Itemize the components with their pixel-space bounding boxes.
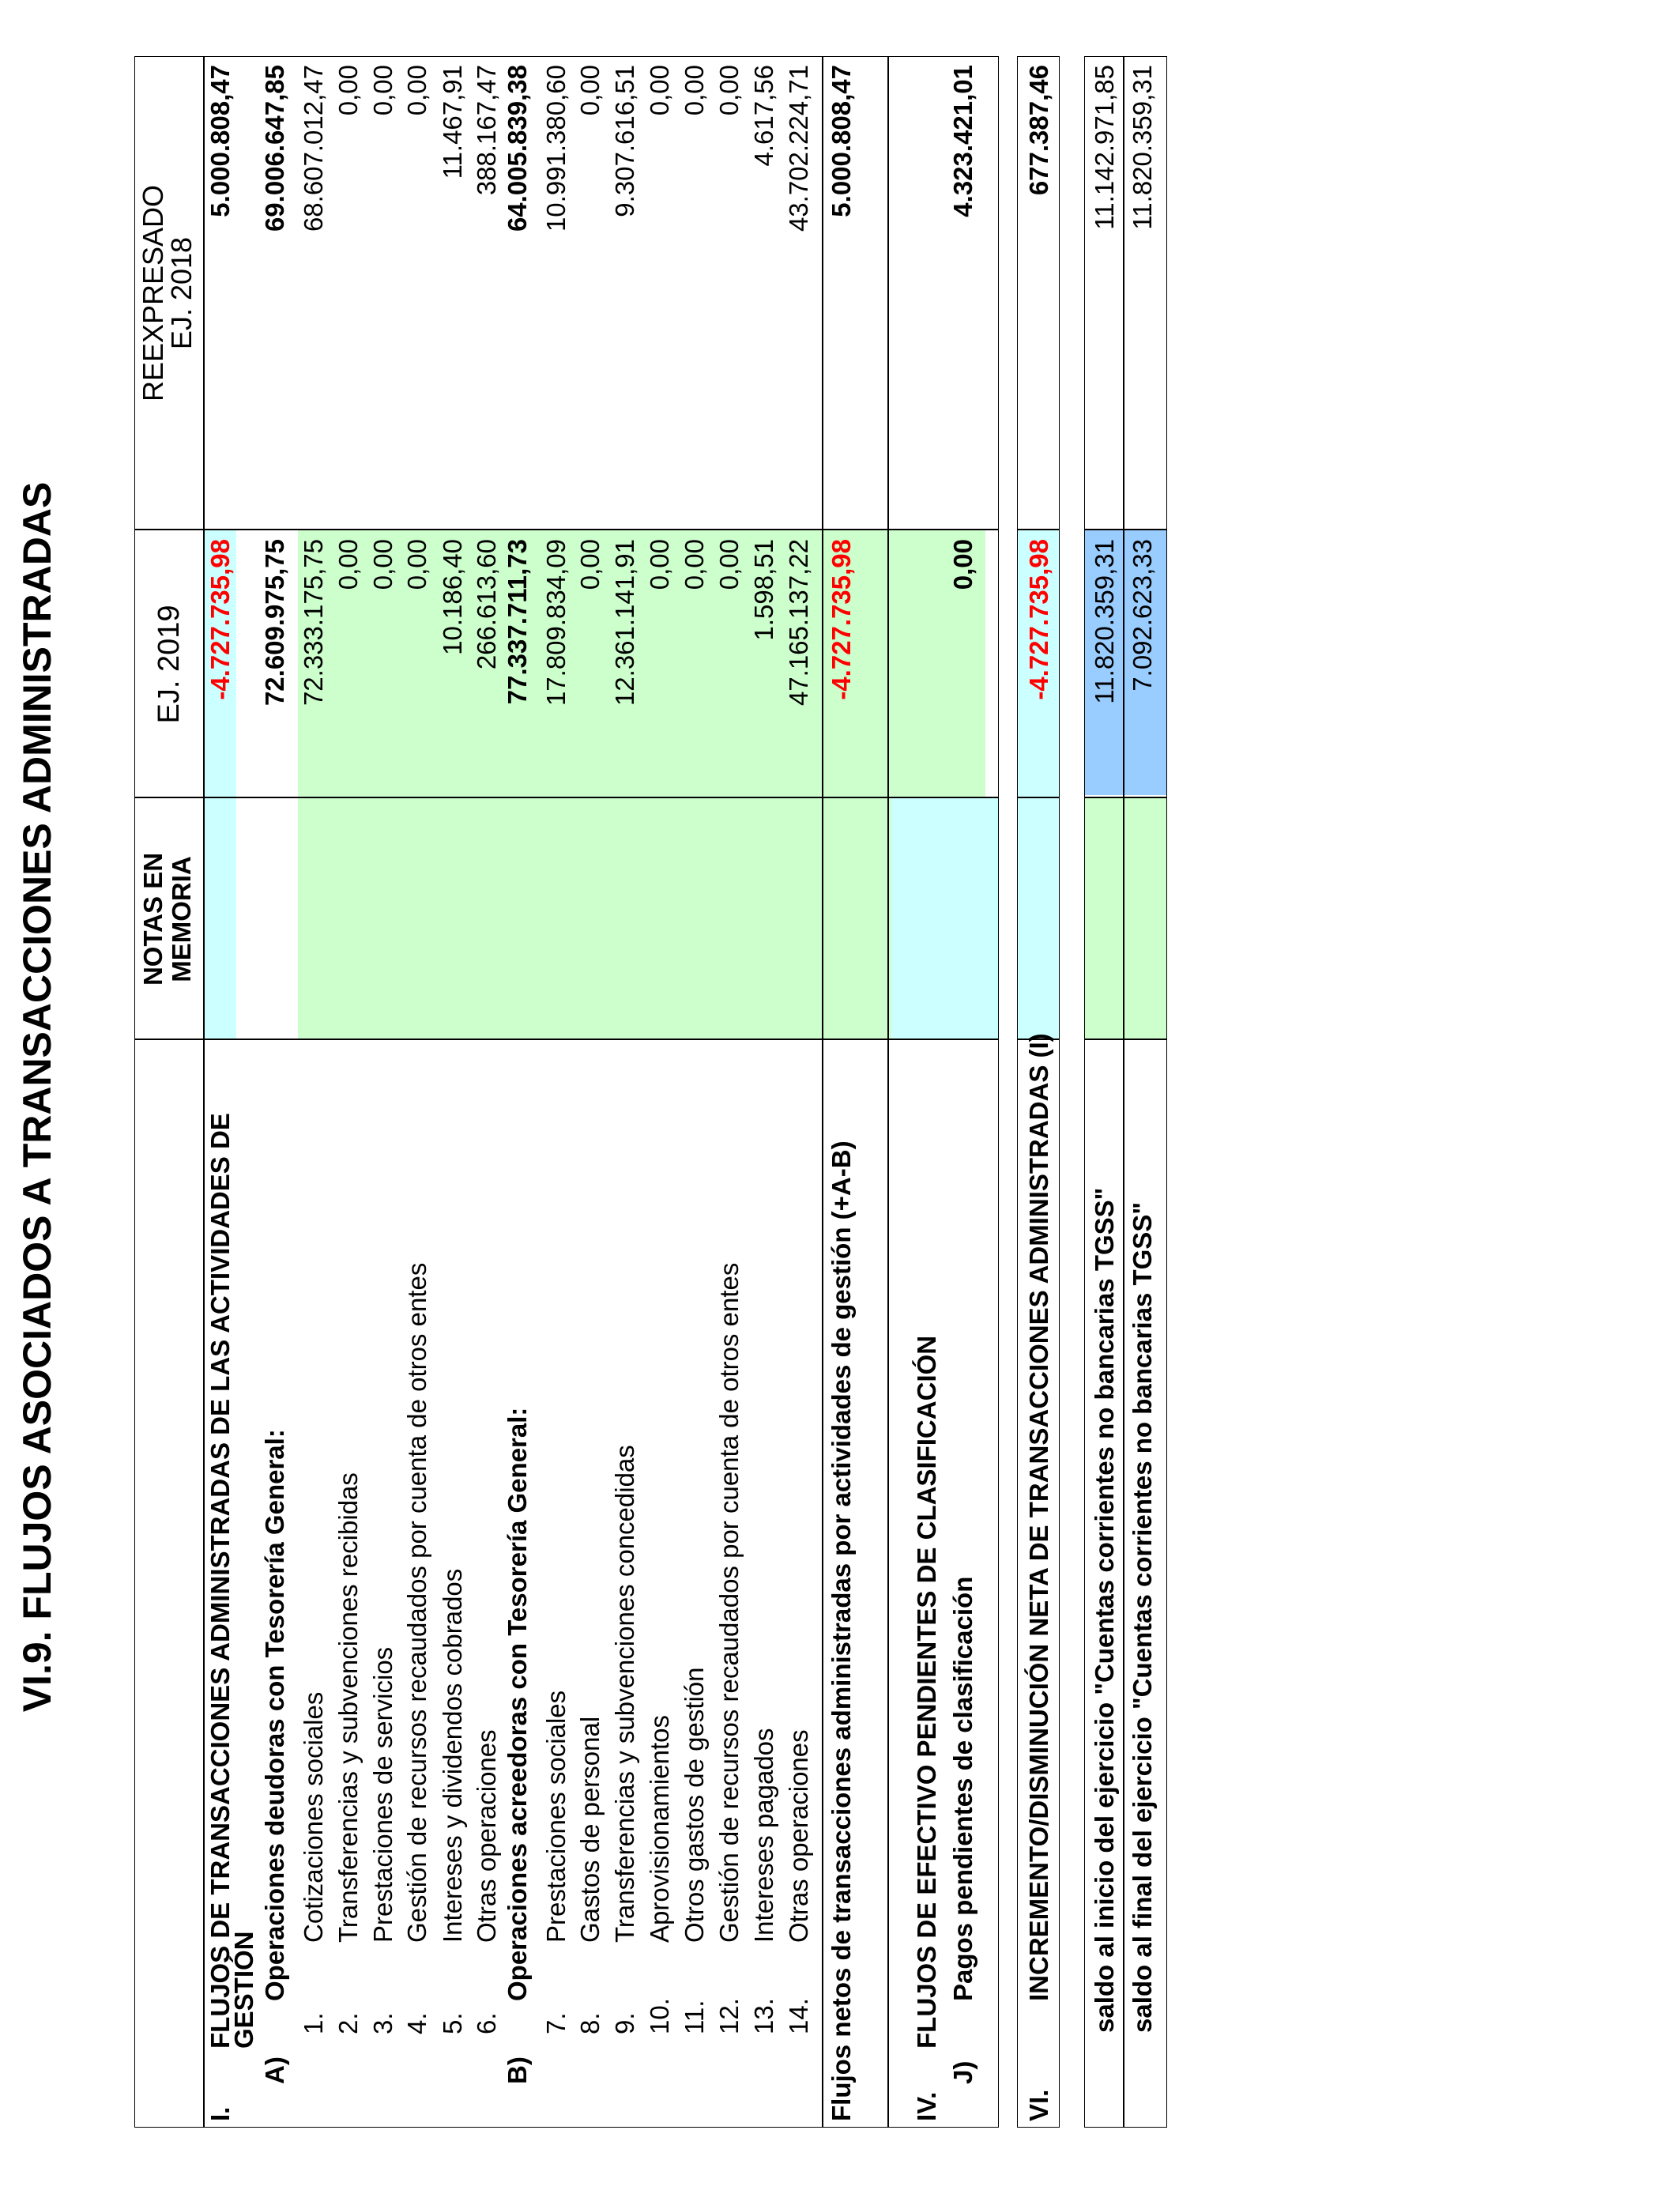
row-number: B) (503, 2056, 532, 2084)
value-2019: 72.333.175,75 (299, 539, 328, 707)
value-2019: 266.613,60 (472, 539, 501, 670)
value-2019: 47.165.137,22 (784, 539, 813, 707)
value-2018: 64.005.839,38 (503, 65, 532, 232)
header-reexpresado-2: EJ. 2018 (165, 236, 198, 350)
value-2018: 677.387,46 (1024, 65, 1053, 196)
row-label: Intereses pagados (749, 1728, 778, 1943)
value-2019: 0,00 (645, 539, 674, 590)
value-2018: 4.617,56 (749, 65, 778, 167)
row-label: saldo al inicio del ejercicio "Cuentas corrientes no bancarias TGSS" (1090, 1187, 1119, 2033)
value-2018: 0,00 (368, 65, 397, 116)
header-notas-2: MEMORIA (167, 856, 196, 982)
row-label: Intereses y dividendos cobrados (438, 1568, 467, 1943)
col-line-7 (1084, 1039, 1167, 1041)
row-number: 9. (610, 2012, 639, 2034)
row-number: 10. (645, 1998, 674, 2034)
value-2019: -4.727.735,98 (205, 539, 235, 700)
row-label: FLUJOS DE EFECTIVO PENDIENTES DE CLASIFICACIÓN (912, 1335, 941, 2049)
value-2019: 0,00 (948, 539, 977, 590)
value-2018: 0,00 (402, 65, 431, 116)
value-2019: 77.337.711,73 (503, 539, 532, 705)
value-2019: 10.186,40 (438, 539, 467, 655)
value-2019: 0,00 (402, 539, 431, 590)
row-number: 7. (541, 2012, 571, 2034)
row-label: Prestaciones sociales (541, 1690, 571, 1943)
row-number: 5. (438, 2012, 467, 2034)
header-notas-1: NOTAS EN (138, 852, 168, 986)
value-2018: 9.307.616,51 (610, 65, 639, 217)
value-2018: 11.142.971,85 (1090, 65, 1119, 230)
value-2018: 0,00 (645, 65, 674, 116)
row-number: 2. (333, 2012, 363, 2034)
row-number: IV. (912, 2091, 941, 2121)
row-number: 14. (784, 1998, 813, 2034)
row-label: GESTIÓN (229, 1931, 258, 2049)
col-line-9 (1084, 530, 1167, 531)
col-line-2 (134, 797, 999, 799)
row-label: FLUJOS DE TRANSACCIONES ADMINISTRADAS DE LAS ACTIVIDADES DE (205, 1113, 235, 2049)
value-2018: 388.167,47 (472, 65, 501, 196)
value-2019: 0,00 (680, 539, 709, 590)
value-2018: 5.000.808,47 (827, 65, 856, 217)
header-reexpresado-1: REEXPRESADO (137, 184, 169, 402)
value-2019: 0,00 (368, 539, 397, 590)
row-number: I. (205, 2106, 235, 2121)
row-label: Transferencias y subvenciones concedidas (610, 1445, 639, 1943)
row-number: 4. (402, 2012, 431, 2034)
value-2018: 11.820.359,31 (1128, 65, 1157, 230)
value-2018: 5.000.808,47 (205, 65, 235, 217)
value-2019: 72.609.975,75 (260, 539, 289, 707)
row-label: Flujos netos de transacciones administradas por actividades de gestión (+A-B) (827, 1140, 856, 2121)
row-label: Transferencias y subvenciones recibidas (333, 1472, 363, 1943)
value-2018: 0,00 (333, 65, 363, 116)
value-2019: 0,00 (575, 539, 605, 590)
row-label: Gastos de personal (575, 1716, 605, 1943)
row-number: 1. (299, 2012, 328, 2034)
value-2018: 69.006.647,85 (260, 65, 289, 232)
row-number: J) (948, 2060, 977, 2084)
row-label: Pagos pendientes de clasificación (948, 1576, 977, 2001)
value-2019: 17.809.834,09 (541, 539, 571, 707)
row-label: Aprovisionamientos (645, 1715, 674, 1943)
value-2019: 0,00 (714, 539, 744, 590)
row-number: 3. (368, 2012, 397, 2034)
row-number: 8. (575, 2012, 605, 2034)
row-number: 13. (749, 1998, 778, 2034)
saldo-divider (1123, 56, 1124, 2128)
value-2019: 12.361.141,91 (610, 539, 639, 707)
value-2018: 0,00 (714, 65, 744, 116)
value-2019: -4.727.735,98 (827, 539, 856, 700)
net-flows-bottom-rule (887, 56, 889, 2128)
value-2019: -4.727.735,98 (1024, 539, 1053, 700)
value-2018: 0,00 (680, 65, 709, 116)
header-ej2019: EJ. 2019 (153, 605, 186, 724)
value-2018: 10.991.380,60 (541, 65, 571, 232)
row-number: VI. (1024, 2089, 1053, 2121)
row-label: Operaciones acreedoras con Tesorería General: (503, 1407, 532, 2001)
row-label: Gestión de recursos recaudados por cuenta de otros entes (402, 1262, 431, 1943)
flows-table (134, 56, 1157, 2128)
row-label: INCREMENTO/DISMINUCIÓN NETA DE TRANSACCIONES ADMINISTRADAS (I) (1024, 1033, 1053, 2001)
col-line-8 (1084, 797, 1167, 799)
row-number: 11. (680, 2000, 709, 2034)
value-2019: 1.598,51 (749, 539, 778, 641)
col-line-3 (134, 530, 999, 531)
value-2018: 68.607.012,47 (299, 65, 328, 232)
value-2018: 4.323.421,01 (948, 65, 977, 217)
row-label: Gestión de recursos recaudados por cuenta de otros entes (714, 1262, 744, 1943)
col-line-6 (1017, 530, 1060, 531)
value-2018: 11.467,91 (438, 65, 467, 179)
row-number: 6. (472, 2012, 501, 2034)
row-number: 12. (714, 1998, 744, 2034)
row-label: Otras operaciones (784, 1729, 813, 1943)
page-title: VI.9. FLUJOS ASOCIADOS A TRANSACCIONES ADMINISTRADAS (15, 481, 59, 1713)
row-number: A) (260, 2056, 289, 2084)
value-2019: 0,00 (333, 539, 363, 590)
col-line-5 (1017, 797, 1060, 799)
col-line-1 (134, 1039, 999, 1041)
value-2019: 7.092.623,33 (1128, 539, 1157, 692)
row-label: Otras operaciones (472, 1729, 501, 1943)
row-label: Operaciones deudoras con Tesorería General: (260, 1429, 289, 2001)
row-label: saldo al final del ejercicio "Cuentas corrientes no bancarias TGSS" (1128, 1202, 1157, 2033)
row-label: Cotizaciones sociales (299, 1691, 328, 1943)
row-label: Prestaciones de servicios (368, 1646, 397, 1943)
value-2018: 0,00 (575, 65, 605, 116)
row-label: Otros gastos de gestión (680, 1667, 709, 1943)
value-2018: 43.702.224,71 (784, 65, 813, 232)
net-flows-top-rule (822, 56, 823, 2128)
value-2019: 11.820.359,31 (1090, 539, 1119, 704)
